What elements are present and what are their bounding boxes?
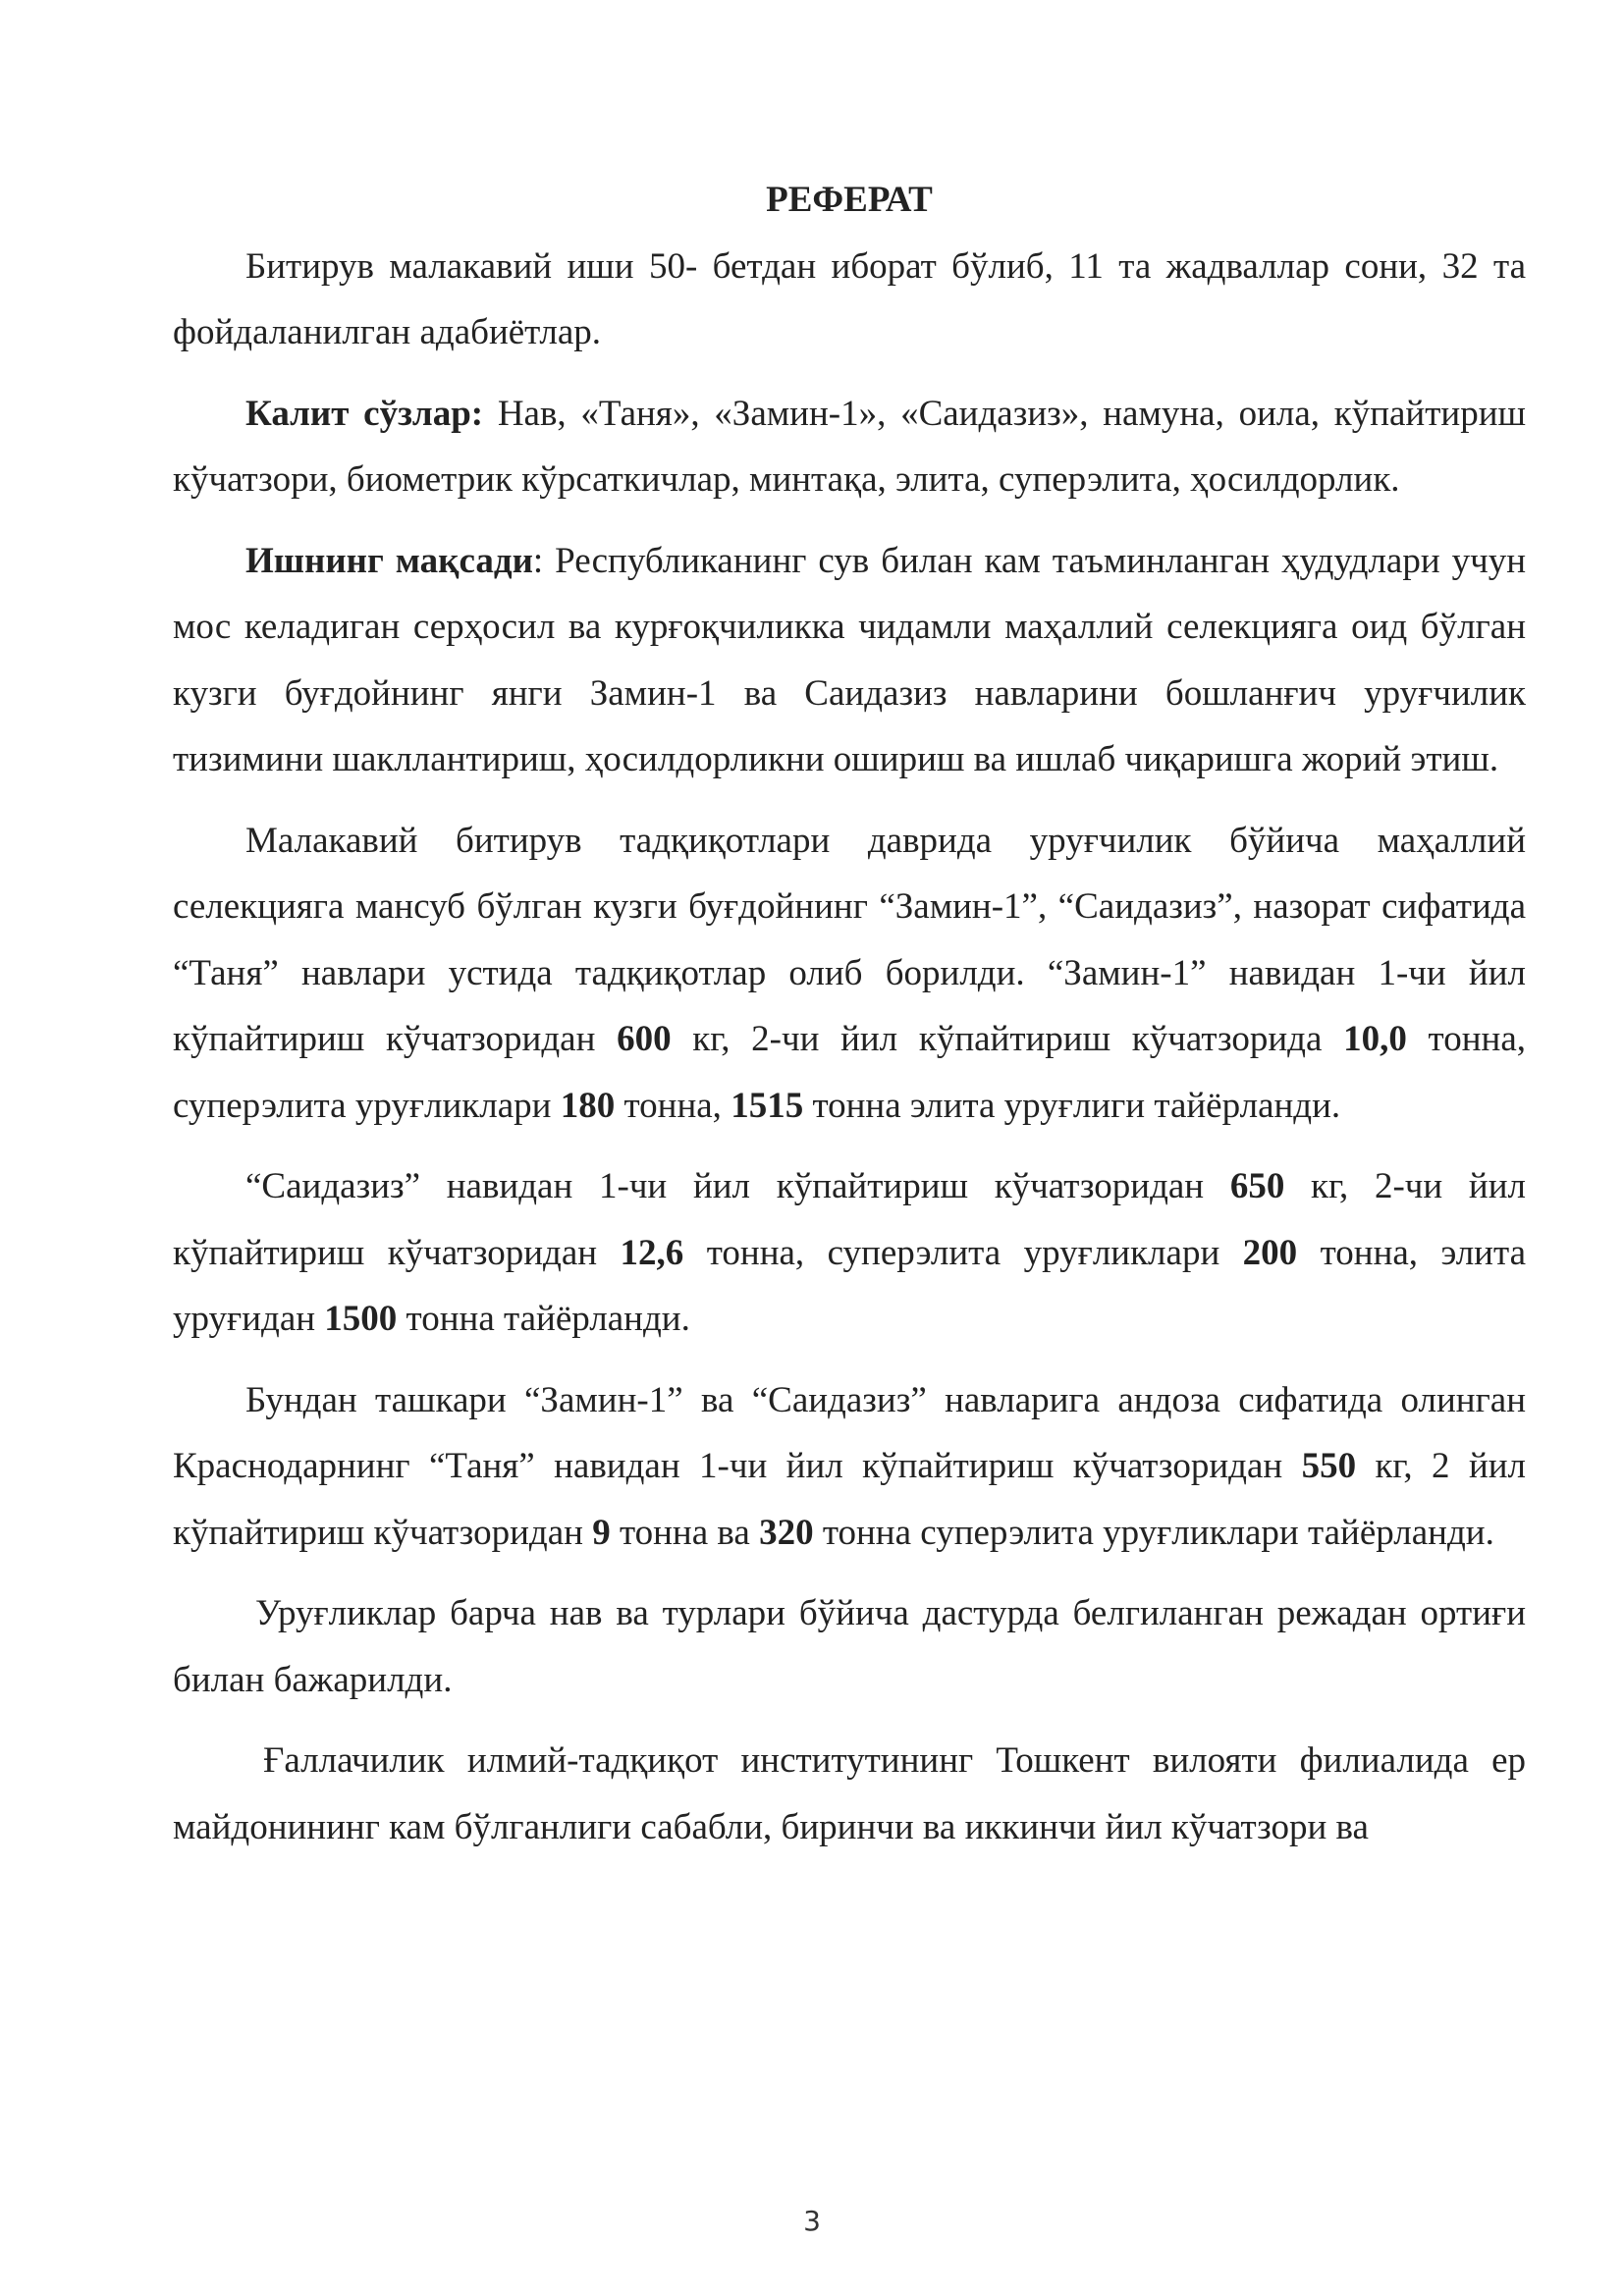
text-run: тонна, [615,1085,731,1126]
paragraph-text: Ғаллачилик илмий-тадқиқот институтининг Тошкент вилояти филиалида ер майдонининг кам бўлганлиги сабабли, биринчи ва иккинчи йил кўчатзори ва [173,1740,1526,1847]
paragraph-tanya [173,1367,1526,1567]
keywords-label: Калит сўзлар: [245,393,484,434]
bold-value: 1515 [731,1085,804,1126]
page-number: 3 [803,2205,821,2237]
paragraph-text: Битирув малакавий иши 50- бетдан иборат бўлиб, 11 та жадваллар сони, 32 та фойдаланилган адабиётлар. [173,245,1526,352]
text-run: “Саидазиз” навидан 1-чи йил кўпайтириш кўчатзоридан [245,1166,1230,1206]
bold-value: 200 [1242,1232,1298,1273]
bold-value: 180 [560,1085,616,1126]
text-run: кг, 2 йил кўпайтириш кўчатзоридан [173,1446,1527,1553]
text-run: кг, 2-чи йил кўпайтириш кўчатзорида [671,1019,1344,1059]
goal-label: Ишнинг мақсади [245,540,533,581]
goal-text: : Республиканинг сув билан кам таъминланган ҳудудлари учун мос келадиган серҳосил ва курғоқчиликка чидамли маҳаллий селекцияга оид бўлган кузги буғдойнинг янги Замин-1 ва Саидазиз навларини бошланғич уруғчилик тизимини шакллантириш, ҳосилдорликни ошириш ва ишлаб чиқаришга жорий этиш. [173,540,1527,779]
page-title: РЕФЕРАТ [766,180,933,220]
keywords-text: Нав, «Таня», «Замин-1», «Саидазиз», намуна, оила, кўпайтириш кўчатзори, биометрик кўрсаткичлар, минтақа, элита, суперэлита, ҳосилдорлик. [173,393,1526,500]
paragraph-plan [173,1580,1526,1713]
bold-value: 320 [759,1512,814,1553]
paragraph-summary [173,234,1526,366]
bold-value: 550 [1301,1446,1357,1486]
text-run: тонна тайёрланди. [397,1299,690,1339]
bold-value: 12,6 [620,1232,684,1273]
paragraph-research [173,808,1526,1140]
paragraph-text: Уруғликлар барча нав ва турлари бўйича дастурда белгиланган режадан ортиғи билан бажарилди. [173,1593,1526,1700]
text-run: Бундан ташкари “Замин-1” ва “Саидазиз” навларига андоза сифатида олинган Краснодарнинг “Таня” навидан 1-чи йил кўпайтириш кўчатзоридан [173,1379,1526,1486]
paragraph-keywords [173,381,1526,513]
paragraph-saidaziz [173,1153,1526,1353]
bold-value: 600 [617,1019,672,1059]
text-run: тонна ва [610,1512,760,1553]
text-run: тонна, суперэлита уруғликлари [683,1232,1243,1273]
bold-value: 9 [592,1512,611,1553]
document-body [173,167,1526,1860]
paragraph-institute [173,1728,1526,1860]
bold-value: 10,0 [1343,1019,1407,1059]
text-run: тонна, элита уруғидан [173,1232,1526,1339]
bold-value: 1500 [324,1299,398,1339]
text-run: тонна, суперэлита уруғликлари [173,1019,1526,1126]
text-run: Малакавий битирув тадқиқотлари даврида уруғчилик бўйича маҳаллий селекцияга мансуб бўлган кузги буғдойнинг “Замин-1”, “Саидазиз”, назорат сифатида “Таня” навлари устида тадқиқотлар олиб борилди. “Замин-1” навидан 1-чи йил кўпайтириш кўчатзоридан [173,820,1526,1059]
bold-value: 650 [1229,1166,1285,1206]
text-run: тонна суперэлита уруғликлари тайёрланди. [813,1512,1494,1553]
paragraph-goal [173,528,1526,793]
text-run: тонна элита уруғлиги тайёрланди. [803,1085,1341,1126]
text-run: кг, 2-чи йил кўпайтириш кўчатзоридан [173,1166,1526,1273]
